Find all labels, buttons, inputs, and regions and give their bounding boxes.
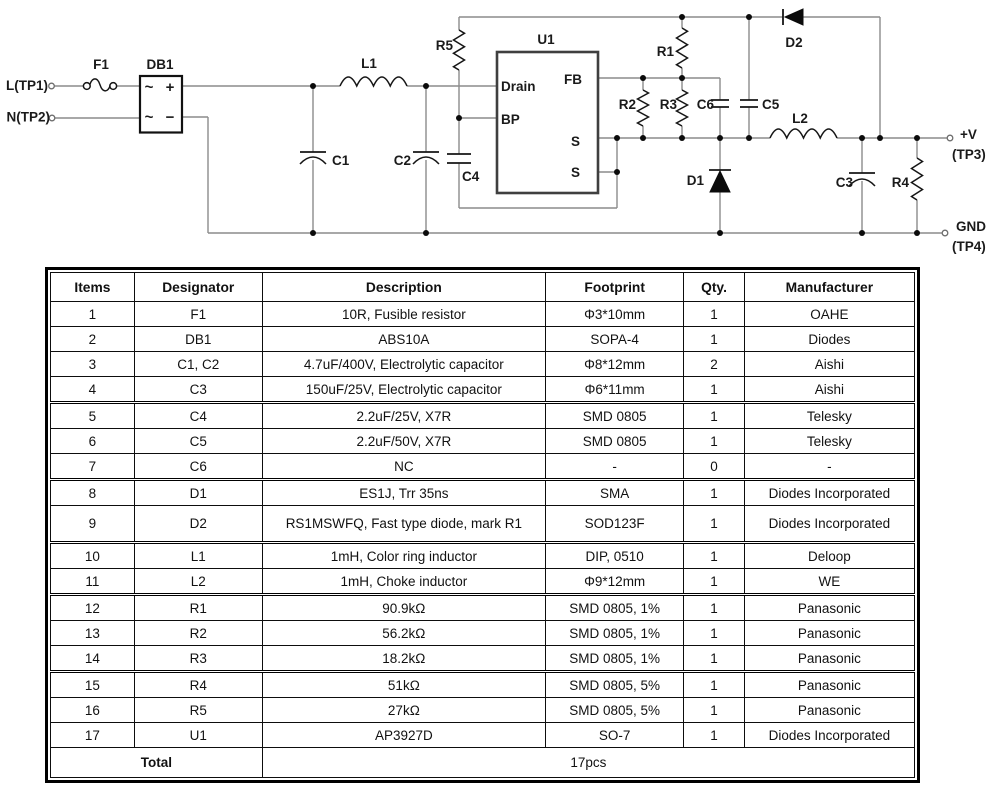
u1-pin-fb: FB [564, 72, 582, 87]
table-row [51, 377, 915, 403]
cell-designator: DB1 [134, 327, 262, 352]
cell-designator: L2 [134, 569, 262, 595]
cell-footprint: SO-7 [546, 723, 684, 748]
cell-description: 56.2kΩ [262, 621, 545, 646]
table-row [51, 352, 915, 377]
cell-designator: U1 [134, 723, 262, 748]
capacitor-c5 [740, 100, 758, 107]
cell-designator: D2 [134, 506, 262, 543]
cell-description: 51kΩ [262, 672, 545, 698]
fuse-f1 [83, 79, 116, 91]
cell-manufacturer: OAHE [744, 302, 914, 327]
total-label: Total [51, 748, 263, 778]
cell-designator: C5 [134, 429, 262, 454]
label-r4: R4 [891, 175, 909, 190]
cell-description: 1mH, Color ring inductor [262, 543, 545, 569]
cell-item: 7 [51, 454, 135, 480]
table-row [51, 595, 915, 621]
table-row [51, 506, 915, 543]
table-row [51, 480, 915, 506]
cell-qty: 1 [684, 672, 744, 698]
cell-footprint: SMD 0805, 5% [546, 672, 684, 698]
label-gnd: GND [956, 219, 986, 234]
circuit-schematic [0, 0, 998, 262]
cell-description: 4.7uF/400V, Electrolytic capacitor [262, 352, 545, 377]
label-c2: C2 [393, 153, 411, 168]
cell-qty: 1 [684, 621, 744, 646]
cell-description: 2.2uF/50V, X7R [262, 429, 545, 454]
cell-designator: C6 [134, 454, 262, 480]
cell-footprint: SMD 0805, 1% [546, 621, 684, 646]
cell-designator: R1 [134, 595, 262, 621]
resistor-r4 [912, 158, 923, 200]
resistor-r3 [677, 90, 688, 126]
cell-manufacturer: Panasonic [744, 672, 914, 698]
resistor-r5 [454, 30, 465, 70]
cell-item: 12 [51, 595, 135, 621]
cell-qty: 1 [684, 646, 744, 672]
cell-manufacturer: Panasonic [744, 595, 914, 621]
cell-designator: R5 [134, 698, 262, 723]
diode-d1 [709, 170, 731, 192]
u1-pin-drain: Drain [501, 79, 536, 94]
header-description: Description [262, 273, 545, 302]
cell-description: 10R, Fusible resistor [262, 302, 545, 327]
cell-manufacturer: Diodes Incorporated [744, 480, 914, 506]
cell-designator: R4 [134, 672, 262, 698]
diode-d2 [783, 9, 803, 25]
label-c6: C6 [696, 97, 714, 112]
cell-manufacturer: Panasonic [744, 698, 914, 723]
cell-item: 3 [51, 352, 135, 377]
header-designator: Designator [134, 273, 262, 302]
db1-plus-symbol: + [165, 79, 175, 96]
cell-description: ES1J, Trr 35ns [262, 480, 545, 506]
cell-designator: F1 [134, 302, 262, 327]
cell-qty: 1 [684, 429, 744, 454]
cell-qty: 2 [684, 352, 744, 377]
label-vout: +V [960, 127, 977, 142]
cell-description: 150uF/25V, Electrolytic capacitor [262, 377, 545, 403]
table-row [51, 723, 915, 748]
cell-item: 5 [51, 403, 135, 429]
header-footprint: Footprint [546, 273, 684, 302]
cell-footprint: SMD 0805 [546, 429, 684, 454]
table-row [51, 403, 915, 429]
db1-ac-symbol-top: ~ [144, 79, 154, 96]
cell-footprint: SOPA-4 [546, 327, 684, 352]
cell-designator: L1 [134, 543, 262, 569]
cell-item: 15 [51, 672, 135, 698]
bom-table-header [51, 273, 915, 302]
table-row [51, 302, 915, 327]
bom-table [50, 272, 915, 778]
cell-description: ABS10A [262, 327, 545, 352]
cell-designator: D1 [134, 480, 262, 506]
cell-item: 17 [51, 723, 135, 748]
cell-qty: 1 [684, 506, 744, 543]
label-d2: D2 [785, 35, 803, 50]
cell-description: 27kΩ [262, 698, 545, 723]
u1-pin-s1: S [570, 134, 580, 149]
label-n-tp2: N(TP2) [6, 109, 50, 125]
cell-qty: 1 [684, 569, 744, 595]
label-db1: DB1 [146, 57, 174, 72]
cell-qty: 0 [684, 454, 744, 480]
table-row [51, 698, 915, 723]
cell-manufacturer: WE [744, 569, 914, 595]
cell-manufacturer: Telesky [744, 403, 914, 429]
header-items: Items [51, 273, 135, 302]
table-row [51, 543, 915, 569]
cell-designator: C4 [134, 403, 262, 429]
cell-manufacturer: Aishi [744, 377, 914, 403]
cell-manufacturer: Diodes Incorporated [744, 723, 914, 748]
label-c5: C5 [762, 97, 780, 112]
cell-manufacturer: Aishi [744, 352, 914, 377]
cell-footprint: SMA [546, 480, 684, 506]
cell-description: AP3927D [262, 723, 545, 748]
label-l-tp1: L(TP1) [6, 78, 48, 93]
table-row [51, 646, 915, 672]
cell-item: 2 [51, 327, 135, 352]
label-u1: U1 [537, 32, 555, 47]
u1-pin-s2: S [570, 165, 580, 180]
label-d1: D1 [686, 173, 704, 188]
cell-item: 6 [51, 429, 135, 454]
table-row [51, 327, 915, 352]
cell-qty: 1 [684, 327, 744, 352]
db1-ac-symbol-bottom: ~ [144, 109, 154, 126]
cell-item: 14 [51, 646, 135, 672]
table-row [51, 672, 915, 698]
total-value: 17pcs [262, 748, 914, 778]
total-row [51, 748, 915, 778]
cell-description: 2.2uF/25V, X7R [262, 403, 545, 429]
table-row [51, 569, 915, 595]
cell-item: 4 [51, 377, 135, 403]
cell-qty: 1 [684, 543, 744, 569]
cell-footprint: - [546, 454, 684, 480]
cell-item: 8 [51, 480, 135, 506]
cell-qty: 1 [684, 723, 744, 748]
resistor-r1 [677, 28, 688, 68]
cell-footprint: Φ3*10mm [546, 302, 684, 327]
inductor-l2 [770, 129, 837, 138]
cell-description: 90.9kΩ [262, 595, 545, 621]
cell-footprint: Φ9*12mm [546, 569, 684, 595]
label-l2: L2 [792, 111, 808, 126]
cell-footprint: Φ8*12mm [546, 352, 684, 377]
u1-pin-bp: BP [501, 112, 520, 127]
header-manufacturer: Manufacturer [744, 273, 914, 302]
cell-manufacturer: Deloop [744, 543, 914, 569]
label-c4: C4 [462, 169, 480, 184]
cell-qty: 1 [684, 377, 744, 403]
label-l1: L1 [361, 56, 377, 71]
cell-footprint: SMD 0805, 1% [546, 595, 684, 621]
label-f1: F1 [93, 57, 109, 72]
cell-description: NC [262, 454, 545, 480]
cell-qty: 1 [684, 698, 744, 723]
bom-table-footer [51, 748, 915, 778]
cell-qty: 1 [684, 302, 744, 327]
cell-description: 18.2kΩ [262, 646, 545, 672]
cell-qty: 1 [684, 595, 744, 621]
cell-item: 13 [51, 621, 135, 646]
cell-footprint: SMD 0805, 5% [546, 698, 684, 723]
cell-qty: 1 [684, 403, 744, 429]
table-row [51, 454, 915, 480]
cell-designator: R3 [134, 646, 262, 672]
cell-item: 11 [51, 569, 135, 595]
cell-manufacturer: Telesky [744, 429, 914, 454]
cell-footprint: SMD 0805, 1% [546, 646, 684, 672]
label-r3: R3 [659, 97, 677, 112]
cell-manufacturer: Diodes Incorporated [744, 506, 914, 543]
inductor-l1 [340, 77, 407, 86]
cell-item: 10 [51, 543, 135, 569]
cell-item: 16 [51, 698, 135, 723]
cell-footprint: SOD123F [546, 506, 684, 543]
cell-footprint: SMD 0805 [546, 403, 684, 429]
cell-designator: R2 [134, 621, 262, 646]
cell-manufacturer: Diodes [744, 327, 914, 352]
junction-dots [310, 14, 920, 236]
label-c3: C3 [835, 175, 853, 190]
label-tp3: (TP3) [952, 147, 986, 162]
cell-item: 9 [51, 506, 135, 543]
label-r5: R5 [435, 38, 453, 53]
table-row [51, 621, 915, 646]
cell-qty: 1 [684, 480, 744, 506]
table-row [51, 429, 915, 454]
label-r2: R2 [618, 97, 636, 112]
label-r1: R1 [656, 44, 674, 59]
cell-footprint: DIP, 0510 [546, 543, 684, 569]
cell-designator: C1, C2 [134, 352, 262, 377]
resistor-r2 [638, 90, 649, 126]
cell-item: 1 [51, 302, 135, 327]
header-qty: Qty. [684, 273, 744, 302]
cell-footprint: Φ6*11mm [546, 377, 684, 403]
label-c1: C1 [332, 153, 350, 168]
cell-manufacturer: Panasonic [744, 646, 914, 672]
capacitor-c4 [447, 154, 471, 163]
db1-minus-symbol: − [165, 109, 175, 126]
bom-table-body [51, 302, 915, 748]
cell-manufacturer: - [744, 454, 914, 480]
cell-description: RS1MSWFQ, Fast type diode, mark R1 [262, 506, 545, 543]
cell-manufacturer: Panasonic [744, 621, 914, 646]
cell-designator: C3 [134, 377, 262, 403]
label-tp4: (TP4) [952, 239, 986, 254]
cell-description: 1mH, Choke inductor [262, 569, 545, 595]
bom-table-container [45, 267, 920, 783]
